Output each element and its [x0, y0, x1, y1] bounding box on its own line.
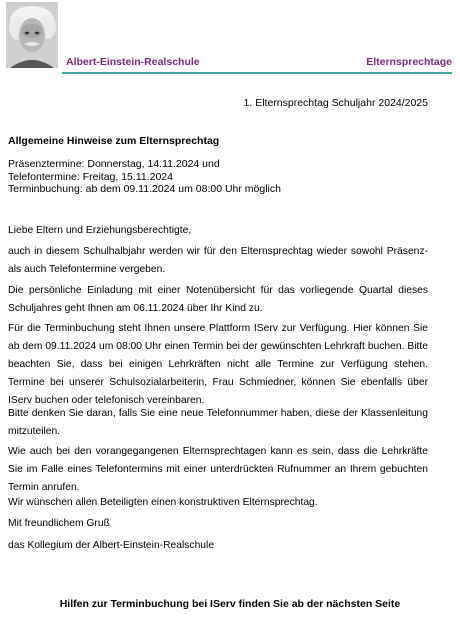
date-line-phone: Telefontermine: Freitag, 15.11.2024 — [8, 170, 173, 183]
header-divider — [62, 72, 452, 74]
header-title: Elternsprechtage — [366, 56, 452, 68]
date-line-presence: Präsenztermine: Donnerstag, 14.11.2024 und — [8, 158, 220, 170]
section-heading: Allgemeine Hinweise zum Elternsprechtag — [8, 135, 220, 147]
paragraph-suppressed-number: Wie auch bei den vorangegangenen Elternsprechtagen kann es sein, dass die Lehrkräfte Sie im Falle eines Telefontermins mit einer unterdrückten Rufnummer an Ihrem gebuchten Termin anrufen. — [8, 446, 428, 493]
einstein-portrait-icon — [6, 2, 58, 68]
document-reference: 1. Elternsprechtag Schuljahr 2024/2025 — [243, 97, 428, 109]
paragraph-phone-number: Bitte denken Sie daran, falls Sie eine neue Telefonnummer haben, diese der Klassenleitung mitzuteilen. — [8, 408, 428, 437]
date-block — [8, 158, 281, 196]
paragraph-wishes: Wir wünschen allen Beteiligten einen konstruktiven Elternsprechtag. — [8, 497, 318, 508]
school-name: Albert-Einstein-Realschule — [66, 56, 200, 68]
date-line-booking: Terminbuchung: ab dem 09.11.2024 um 08:00 Uhr möglich — [8, 183, 281, 195]
paragraph-booking: Für die Terminbuchung steht Ihnen unsere Plattform IServ zur Verfügung. Hier können Sie ab dem 09.11.2024 um 08:00 Uhr einen Termin bei der gewünschten Lehrkraft buchen. Bitte beachten Sie, dass bei einigen Lehrkräften nicht alle Termine zur Verfügung stehen. Termine bei unserer Schulsozialarbeiterin, Frau Schmiedner, können Sie ebenfalls über IServ buchen oder telefonisch vereinbaren. — [8, 323, 428, 406]
footer-note: Hilfen zur Terminbuchung bei IServ finden Sie ab der nächsten Seite — [59, 598, 401, 610]
signature: das Kollegium der Albert-Einstein-Realschule — [8, 540, 215, 551]
paragraph-invitation: Die persönliche Einladung mit einer Notenübersicht für das vorliegende Quartal dieses Schuljahres geht Ihnen am 06.11.2024 über Ihr Kind zu. — [8, 285, 428, 314]
paragraph-intro: auch in diesem Schulhalbjahr werden wir für den Elternsprechtag wieder sowohl Präsenz- als auch Telefontermine vergeben. — [8, 246, 428, 275]
greeting: Liebe Eltern und Erziehungsberechtigte, — [8, 225, 192, 236]
closing-greeting: Mit freundlichem Gruß — [8, 518, 110, 529]
